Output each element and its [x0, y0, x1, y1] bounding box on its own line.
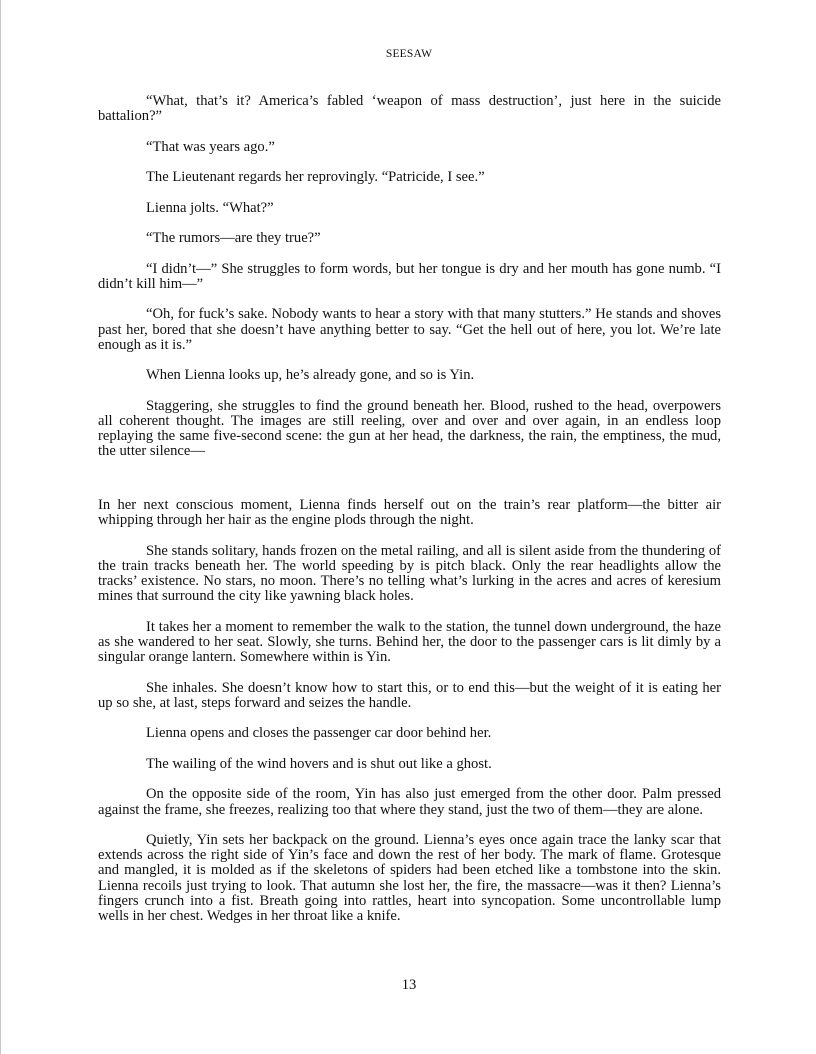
body-text: [98, 94, 721, 940]
paragraph: She stands solitary, hands frozen on the metal railing, and all is silent aside from the thundering of the train tracks beneath her. The world speeding by is pitch black. Only the rear headlights allow the tracks’ existence. No stars, no moon. There’s no telling what’s lurking in the acres and acres of keresium mines that surround the city like yawning black holes.: [98, 542, 721, 605]
paragraph: She inhales. She doesn’t know how to start this, or to end this—but the weight of it is eating her up so she, at last, steps forward and seizes the handle.: [98, 679, 721, 711]
paragraph: “Oh, for fuck’s sake. Nobody wants to hear a story with that many stutters.” He stands and shoves past her, bored that she doesn’t have anything better to say. “Get the hell out of here, you lot. We’re late enough as it is.”: [98, 306, 721, 353]
paragraph: “The rumors—are they true?”: [146, 230, 321, 247]
page-number: 13: [401, 977, 417, 993]
paragraph: It takes her a moment to remember the walk to the station, the tunnel down underground, the haze as she wandered to her seat. Slowly, she turns. Behind her, the door to the passenger cars is lit dimly by a singular orange lantern. Somewhere within is Yin.: [98, 618, 721, 666]
paragraph: Lienna jolts. “What?”: [146, 199, 274, 216]
paragraph: The wailing of the wind hovers and is shut out like a ghost.: [146, 755, 492, 772]
scene-break: [98, 475, 721, 498]
paragraph-scene-opening: In her next conscious moment, Lienna finds herself out on the train’s rear platform—the bitter air whipping through her hair as the engine plods through the night.: [98, 496, 721, 529]
paragraph: “That was years ago.”: [146, 138, 275, 155]
paragraph: “What, that’s it? America’s fabled ‘weapon of mass destruction’, just here in the suicide battalion?”: [98, 93, 721, 125]
paragraph: “I didn’t—” She struggles to form words, but her tongue is dry and her mouth has gone numb. “I didn’t kill him—”: [98, 260, 721, 292]
paragraph: Lienna opens and closes the passenger car door behind her.: [146, 725, 492, 742]
paragraph: When Lienna looks up, he’s already gone, and so is Yin.: [146, 367, 475, 384]
paragraph: Staggering, she struggles to find the ground beneath her. Blood, rushed to the head, overpowers all coherent thought. The images are still reeling, over and over and over again, in an endless loop replaying the same five-second scene: the gun at her head, the darkness, the rain, the emptiness, the mud, the utter silence—: [98, 397, 721, 460]
running-header-title: SEESAW: [385, 48, 433, 60]
paragraph: Quietly, Yin sets her backpack on the ground. Lienna’s eyes once again trace the lanky scar that extends across the right side of Yin’s face and down the rest of her body. The mark of flame. Grotesque and mangled, it is molded as if the skeletons of spiders had been etched like a tombstone into the skin. Lienna recoils just trying to look. That autumn she lost her, the fire, the massacre—was it then? Lienna’s fingers crunch into a fist. Breath going into rattles, heart into syncopation. Some uncontrollable lump wells in her chest. Wedges in her throat like a knife.: [98, 832, 721, 925]
paragraph: On the opposite side of the room, Yin has also just emerged from the other door. Palm pressed against the frame, she freezes, realizing too that where they stand, just the two of them—they are alone.: [98, 786, 721, 818]
paragraph: The Lieutenant regards her reprovingly. “Patricide, I see.”: [146, 169, 485, 186]
